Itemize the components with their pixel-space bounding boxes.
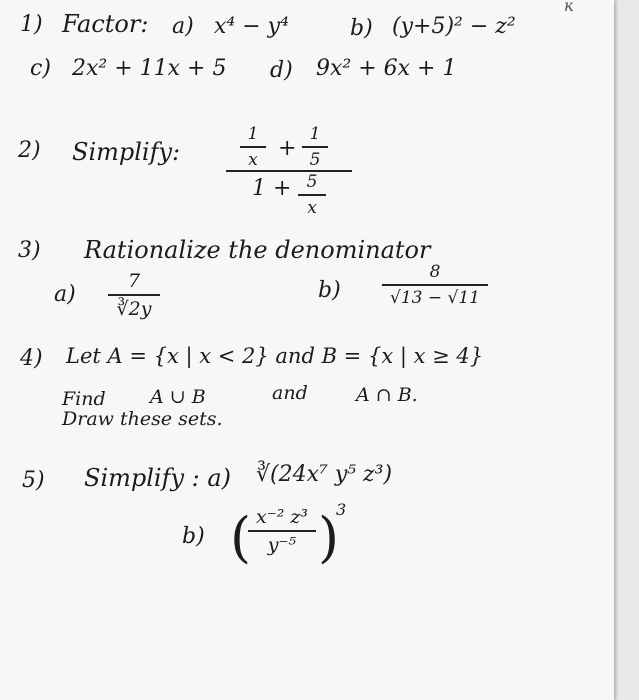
fraction-denominator: y⁻⁵ [267, 534, 297, 556]
fraction-numerator: 1 [309, 124, 321, 144]
problem-1d-tag: d) [270, 58, 293, 83]
problem-1b-expression: (y+5)² − z² [392, 14, 516, 39]
problem-3b-fraction [382, 262, 488, 308]
problem-4-and: and [272, 382, 308, 404]
problem-5b-open-paren: ( [230, 506, 252, 569]
fraction-numerator: 5 [306, 172, 318, 192]
problem-5b-fraction [248, 506, 316, 556]
fraction-bar [248, 530, 316, 532]
problem-3b-tag: b) [318, 278, 341, 303]
problem-1c-expression: 2x² + 11x + 5 [72, 56, 227, 81]
problem-5b-close-paren: ) [318, 506, 340, 569]
corner-mark: ĸ [564, 0, 574, 15]
fraction-denominator: x [248, 150, 258, 170]
fraction-numerator: 7 [127, 270, 141, 292]
problem-2-number: 2) [18, 138, 41, 163]
problem-5a-expression: ∛(24x⁷ y⁵ z³) [256, 462, 393, 487]
fraction-denominator: ∛2y [116, 298, 152, 320]
problem-1d-expression: 9x² + 6x + 1 [316, 56, 457, 81]
problem-2-top-right-fraction [302, 124, 328, 170]
problem-2-bottom-one-plus: 1 + [252, 176, 292, 201]
fraction-bar [302, 146, 328, 148]
problem-2-top-left-fraction [240, 124, 266, 170]
problem-1b-tag: b) [350, 16, 373, 41]
fraction-bar [108, 294, 160, 296]
problem-4-draw-instruction: Draw these sets. [62, 408, 223, 430]
problem-3-number: 3) [18, 238, 41, 263]
problem-4-statement: Let A = {x | x < 2} and B = {x | x ≥ 4} [66, 344, 484, 368]
problem-1c-tag: c) [30, 56, 51, 81]
fraction-bar [382, 284, 488, 286]
problem-2-bottom-fraction [298, 172, 326, 218]
problem-5b-tag: b) [182, 524, 205, 549]
problem-2-label: Simplify: [72, 138, 181, 166]
problem-4-intersection: A ∩ B. [356, 384, 418, 406]
problem-2-main-fraction-bar [226, 170, 352, 172]
problem-2-plus: + [278, 136, 297, 161]
problem-5b-power: 3 [336, 500, 347, 519]
problem-3a-fraction [108, 270, 160, 320]
fraction-denominator: 5 [309, 150, 321, 170]
fraction-bar [240, 146, 266, 148]
problem-4-number: 4) [20, 346, 43, 371]
problem-1a-tag: a) [172, 14, 194, 39]
problem-5-label: Simplify : a) [84, 464, 232, 492]
fraction-numerator: 8 [429, 262, 441, 282]
problem-1-label: Factor: [62, 10, 149, 38]
problem-1a-expression: x⁴ − y⁴ [214, 14, 289, 39]
problem-4-find: Find [62, 388, 106, 410]
problem-5-number: 5) [22, 468, 45, 493]
fraction-denominator: √13 − √11 [390, 288, 480, 308]
problem-3a-tag: a) [54, 282, 76, 307]
fraction-numerator: x⁻² z³ [255, 506, 309, 528]
fraction-numerator: 1 [247, 124, 259, 144]
fraction-bar [298, 194, 326, 196]
problem-1-number: 1) [20, 12, 43, 37]
fraction-denominator: x [307, 198, 317, 218]
problem-4-union: A ∪ B [150, 386, 206, 408]
problem-3-label: Rationalize the denominator [84, 236, 431, 264]
